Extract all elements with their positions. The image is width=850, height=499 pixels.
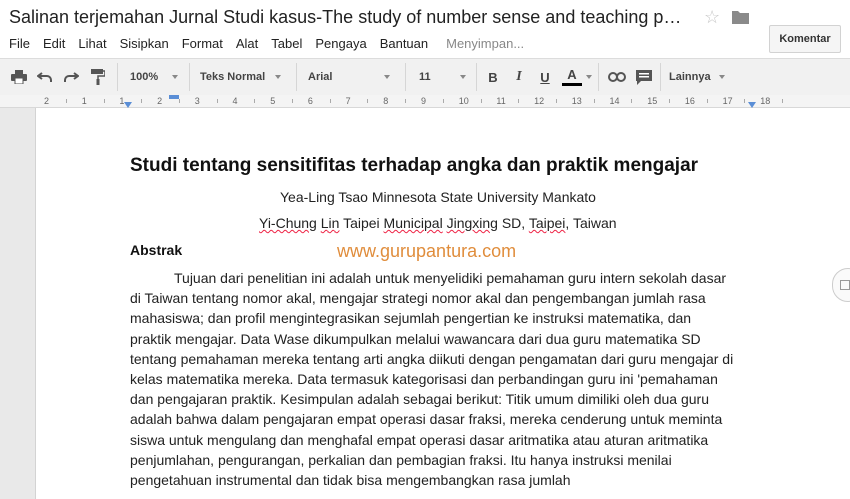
saving-status: Menyimpan... bbox=[446, 36, 525, 51]
zoom-select[interactable] bbox=[130, 59, 180, 95]
first-line-indent-marker[interactable] bbox=[169, 95, 179, 99]
redo-icon[interactable] bbox=[61, 59, 81, 95]
ruler-number: 7 bbox=[345, 96, 351, 106]
menu-table[interactable]: Tabel bbox=[271, 36, 303, 51]
more-select[interactable] bbox=[669, 59, 729, 95]
ruler-tick bbox=[594, 99, 595, 103]
menu-addons[interactable]: Pengaya bbox=[315, 36, 367, 51]
ruler-number: 14 bbox=[609, 96, 620, 106]
watermark: www.gurupantura.com bbox=[337, 241, 517, 261]
ruler-tick bbox=[556, 99, 557, 103]
ruler-number: 3 bbox=[194, 96, 200, 106]
chevron-down-icon bbox=[586, 75, 592, 79]
ruler-number: 10 bbox=[458, 96, 469, 106]
comment-icon bbox=[840, 280, 850, 290]
font-value: Arial bbox=[308, 71, 333, 83]
ruler-number: 18 bbox=[760, 96, 771, 106]
author-line-2[interactable]: Yi-Chung Lin Taipei Municipal Jingxing SD, Taipei, Taiwan bbox=[259, 215, 617, 231]
menu-file[interactable]: File bbox=[9, 36, 30, 51]
ruler-tick bbox=[330, 99, 331, 103]
ruler-tick bbox=[367, 99, 368, 103]
document-heading[interactable]: Studi tentang sensitifitas terhadap angka dan praktik mengajar bbox=[130, 155, 699, 176]
ruler-number: 17 bbox=[722, 96, 733, 106]
misspelled-word[interactable]: Lin bbox=[320, 215, 340, 231]
paragraph-line: adalah bahwa dalam pengajaran empat operasi dasar fraksi, mereka cenderung untuk meminta bbox=[130, 411, 723, 428]
paragraph-line: pengetahuan instrumental dan tidak bisa mengembangkan rasa jumlah bbox=[130, 472, 571, 489]
ruler-tick bbox=[518, 99, 519, 103]
ruler-tick bbox=[669, 99, 670, 103]
abstract-label[interactable]: Abstrak bbox=[130, 242, 183, 258]
ruler-tick bbox=[292, 99, 293, 103]
star-icon[interactable]: ☆ bbox=[704, 7, 721, 27]
ruler-tick bbox=[782, 99, 783, 103]
menu-edit[interactable]: Edit bbox=[42, 36, 66, 51]
font-select[interactable] bbox=[308, 59, 394, 95]
misspelled-word[interactable]: Jingxing bbox=[446, 215, 498, 231]
toolbar bbox=[0, 58, 850, 96]
ruler-tick bbox=[481, 99, 482, 103]
paragraph-line: tentang pemahaman mereka tentang arti angka diikuti dengan pengamatan dari guru mengajar di bbox=[130, 350, 734, 367]
document-title[interactable]: Salinan terjemahan Jurnal Studi kasus-The study of number sense and teaching p… bbox=[9, 7, 682, 27]
ruler[interactable] bbox=[0, 95, 850, 108]
paragraph-line: siswa untuk mengulang dan menghafal empat operasi dasar aritmatika atau aturan aritmatika bbox=[130, 431, 709, 448]
chevron-down-icon bbox=[384, 75, 390, 79]
paragraph-line: praktik mengajar. Data Wase dikumpulkan melalui wawancara dari dua guru matematika SD bbox=[130, 330, 701, 347]
comment-button[interactable]: Komentar bbox=[769, 25, 841, 53]
zoom-value: 100% bbox=[130, 71, 159, 83]
chevron-down-icon bbox=[172, 75, 178, 79]
ruler-tick bbox=[631, 99, 632, 103]
ruler-tick bbox=[443, 99, 444, 103]
paragraph-line: Tujuan dari penelitian ini adalah untuk menyelidiki pemahaman guru intern sekolah dasar bbox=[174, 270, 727, 286]
style-value: Teks Normal bbox=[200, 71, 266, 83]
menu-tools[interactable]: Alat bbox=[235, 36, 259, 51]
menu-format[interactable]: Format bbox=[181, 36, 223, 51]
menu-bar bbox=[0, 34, 528, 52]
print-icon[interactable] bbox=[9, 59, 29, 95]
ruler-tick bbox=[179, 99, 180, 103]
paragraph-line: mahasiswa; dan profil mengintegrasikan sejumlah pengertian ke instruksi matematika, dan bbox=[130, 310, 692, 327]
ruler-number: 8 bbox=[383, 96, 389, 106]
ruler-number: 13 bbox=[571, 96, 582, 106]
paragraph-line: dan pengajaran praktik. Kesimpulan adalah sebagai berikut: Titik umum dimiliki oleh dua guru bbox=[130, 391, 709, 408]
ruler-number: 2 bbox=[157, 96, 163, 106]
link-icon[interactable] bbox=[607, 59, 627, 95]
ruler-number: 12 bbox=[534, 96, 545, 106]
ruler-tick bbox=[104, 99, 105, 103]
ruler-number: 2 bbox=[44, 96, 50, 106]
abstract-paragraph[interactable] bbox=[130, 268, 756, 490]
chevron-down-icon bbox=[719, 75, 725, 79]
ruler-tick bbox=[707, 99, 708, 103]
misspelled-word[interactable]: Taipei bbox=[528, 215, 566, 231]
misspelled-word[interactable]: Municipal bbox=[383, 215, 443, 231]
style-select[interactable] bbox=[200, 59, 286, 95]
ruler-tick bbox=[405, 99, 406, 103]
paragraph-line: kelas matematika mereka. Data termasuk kategorisasi dan perbandingan guru ini 'pemahaman bbox=[130, 371, 718, 388]
ruler-number: 15 bbox=[647, 96, 658, 106]
more-label: Lainnya bbox=[669, 71, 711, 83]
ruler-number: 6 bbox=[307, 96, 313, 106]
ruler-tick bbox=[744, 99, 745, 103]
chevron-down-icon bbox=[275, 75, 281, 79]
paragraph-line: di Taiwan tentang nomor akal, mengajar strategi nomor akal dan pengembangan jumlah rasa bbox=[130, 290, 706, 307]
ruler-number: 16 bbox=[684, 96, 695, 106]
menu-view[interactable]: Lihat bbox=[78, 36, 107, 51]
ruler-tick bbox=[217, 99, 218, 103]
ruler-number: 5 bbox=[270, 96, 276, 106]
ruler-tick bbox=[254, 99, 255, 103]
misspelled-word[interactable]: Yi-Chung bbox=[259, 215, 317, 231]
chevron-down-icon bbox=[460, 75, 466, 79]
ruler-number: 1 bbox=[81, 96, 87, 106]
bold-icon[interactable]: B bbox=[488, 69, 498, 85]
text-color-icon[interactable]: A bbox=[560, 59, 584, 95]
font-size-select[interactable] bbox=[419, 59, 469, 95]
menu-insert[interactable]: Sisipkan bbox=[119, 36, 169, 51]
comment-icon[interactable] bbox=[634, 59, 654, 95]
underline-icon[interactable]: U bbox=[540, 69, 550, 85]
ruler-tick bbox=[141, 99, 142, 103]
menu-help[interactable]: Bantuan bbox=[379, 36, 429, 51]
ruler-tick bbox=[66, 99, 67, 103]
paragraph-line: penjumlahan, pengurangan, perkalian dan pembagian fraksi. Itu hanya instruksi menilai bbox=[130, 451, 672, 468]
folder-icon[interactable] bbox=[732, 10, 749, 24]
italic-icon[interactable]: I bbox=[516, 69, 522, 84]
undo-icon[interactable] bbox=[35, 59, 55, 95]
paint-format-icon[interactable] bbox=[88, 59, 108, 95]
author-line-1[interactable]: Yea-Ling Tsao Minnesota State University Mankato bbox=[280, 189, 596, 205]
ruler-number: 9 bbox=[421, 96, 427, 106]
ruler-number: 1 bbox=[119, 96, 125, 106]
ruler-number: 4 bbox=[232, 96, 238, 106]
font-size-value: 11 bbox=[419, 71, 431, 83]
ruler-number: 11 bbox=[496, 96, 506, 106]
